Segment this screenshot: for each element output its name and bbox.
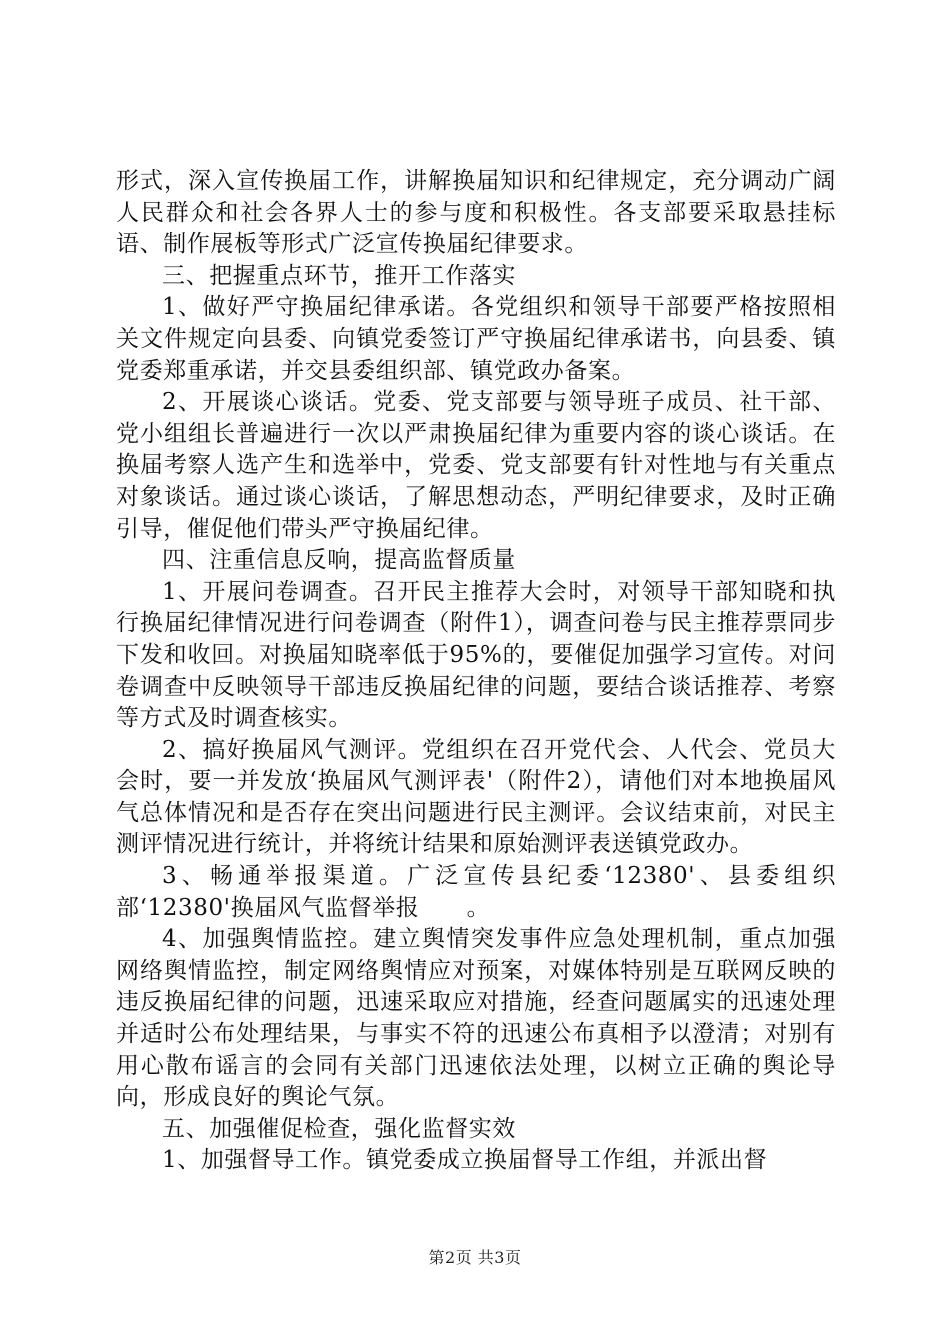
paragraph-item: 2、搞好换届风气测评。党组织在召开党代会、人代会、党员大会时，要一并发放‘换届风气测评表'（附件2），请他们对本地换届风气总体情况和是否存在突出问题进行民主测评。会议结束前，对民主测评情况进行统计，并将统计结果和原始测评表送镇党政办。 (116, 736, 836, 858)
paragraph-item: 1、加强督导工作。镇党委成立换届督导工作组，并派出督 (162, 1147, 768, 1174)
paragraph-item: 2、开展谈心谈话。党委、党支部要与领导班子成员、社干部、党小组组长普遍进行一次以严肃换届纪律为重要内容的谈心谈话。在换届考察人选产生和选举中，党委、党支部要有针对性地与有关重点对象谈话。通过谈心谈话，了解思想动态，严明纪律要求，及时正确引导，催促他们带头严守换届纪律。 (116, 389, 836, 542)
paragraph-item: 1、开展问卷调查。召开民主推荐大会时，对领导干部知晓和执行换届纪律情况进行问卷调查（附件1），调查问卷与民主推荐票同步下发和收回。对换届知晓率低于95%的，要催促加强学习宣传。对问卷调查中反映领导干部违反换届纪律的问题，要结合谈话推荐、考察等方式及时调查核实。 (116, 578, 836, 732)
page-number-footer: 第2页 共3页 (428, 1248, 522, 1267)
section-heading-3: 三、把握重点环节，推开工作落实 (162, 262, 516, 289)
paragraph-item: 4、加强舆情监控。建立舆情突发事件应急处理机制，重点加强网络舆情监控，制定网络舆情应对预案，对媒体特别是互联网反映的违反换届纪律的问题，迅速采取应对措施，经查问题属实的迅速处理并适时公布处理结果，与事实不符的迅速公布真相予以澄清；对别有用心散布谣言的会同有关部门迅速依法处理，以树立正确的舆论导向，形成良好的舆论气氛。 (116, 926, 836, 1111)
section-heading-4: 四、注重信息反响，提高监督质量 (162, 547, 516, 574)
document-body (116, 166, 836, 1177)
paragraph-continuation: 形式，深入宣传换届工作，讲解换届知识和纪律规定，充分调动广阔人民群众和社会各界人士的参与度和积极性。各支部要采取悬挂标语、制作展板等形式广泛宣传换届纪律要求。 (116, 168, 836, 258)
paragraph-item: 1、做好严守换届纪律承诺。各党组织和领导干部要严格按照相关文件规定向县委、向镇党委签订严守换届纪律承诺书，向县委、镇党委郑重承诺，并交县委组织部、镇党政办备案。 (116, 294, 836, 384)
section-heading-5: 五、加强催促检查，强化监督实效 (162, 1115, 516, 1142)
paragraph-item: 3、畅通举报渠道。广泛宣传县纪委‘12380'、县委组织部‘12380'换届风气监督举报 。 (116, 863, 836, 921)
